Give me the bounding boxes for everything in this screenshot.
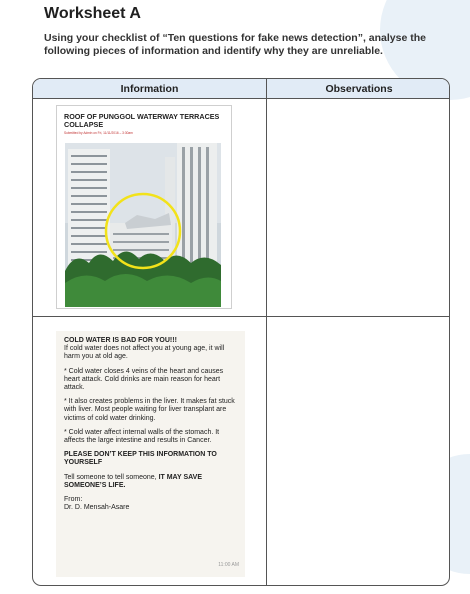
column-header-information: Information	[120, 83, 179, 95]
message-from-label: From:	[64, 496, 83, 504]
message-point: * Cold water closes 4 veins of the heart and causes heart attack. Cold drinks are main reason for heart attack.	[64, 367, 224, 392]
message-share-prefix: Tell someone to tell someone,	[64, 473, 157, 481]
building-photo	[65, 143, 221, 307]
table-header-row	[33, 79, 449, 99]
message-point: * Cold water affect internal walls of the stomach. It affects the large intestine and results in Cancer.	[64, 428, 220, 445]
chain-message-image	[56, 331, 245, 577]
column-header-observations: Observations	[325, 83, 393, 95]
article-byline: Submitted by Admin on Fri, 11/11/2016 – 3:30am	[64, 131, 133, 135]
message-share-line	[64, 474, 238, 490]
message-point: * It also creates problems in the liver. It makes fat stuck with liver. Most people waiting for liver transplant are victims of cold water drinking.	[64, 398, 235, 422]
message-heading: COLD WATER IS BAD FOR YOU!!!	[64, 337, 177, 344]
news-article-image	[56, 105, 232, 309]
message-body	[64, 337, 238, 512]
message-timestamp: 11:00 AM	[218, 562, 239, 568]
column-divider	[266, 79, 267, 585]
message-share-emphasis: IT MAY SAVE SOMEONE’S LIFE.	[64, 473, 203, 489]
worksheet-title: Worksheet A	[44, 5, 141, 22]
message-from-name: Dr. D. Mensah-Asare	[64, 504, 130, 512]
row-divider	[33, 316, 449, 317]
worksheet-table	[32, 78, 450, 586]
worksheet-instructions: Using your checklist of “Ten questions for fake news detection”, analyse the following pieces of information and identify why they are unreliable.	[44, 32, 426, 57]
message-warning: PLEASE DON’T KEEP THIS INFORMATION TO YOURSELF	[64, 451, 217, 467]
article-headline: ROOF OF PUNGGOL WATERWAY TERRACES COLLAPSE	[64, 112, 220, 129]
message-intro: If cold water does not affect you at young age, it will harm you at old age.	[64, 345, 225, 361]
message-heading-block	[64, 337, 238, 362]
